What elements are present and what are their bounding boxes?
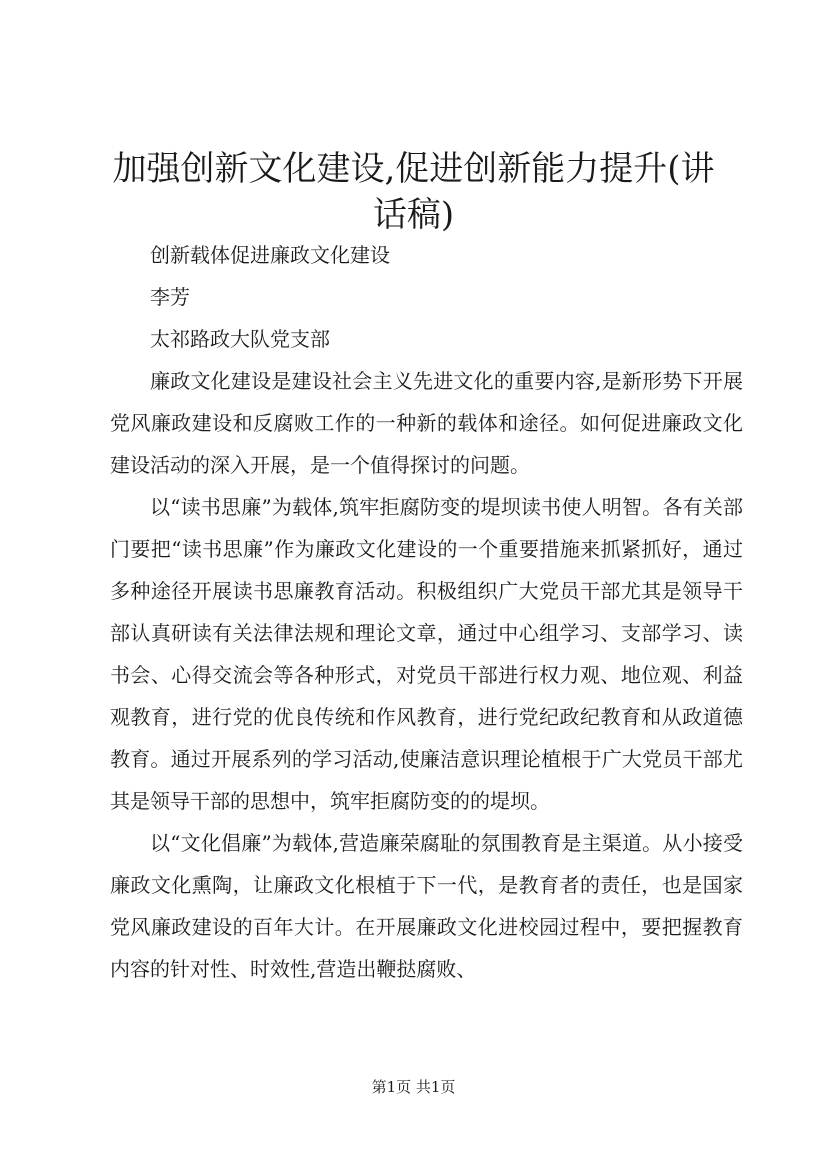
subtitle-paragraph: 创新载体促进廉政文化建设	[150, 243, 390, 267]
author-paragraph: 李芳	[150, 285, 190, 309]
document-body	[110, 234, 743, 990]
document-title: 加强创新文化建设,促进创新能力提升(讲话稿)	[112, 149, 715, 235]
body-paragraph: 以“读书思廉”为载体,筑牢拒腐防变的堤坝读书使人明智。各有关部门要把“读书思廉”作为廉政文化建设的一个重要措施来抓紧抓好，通过多种途径开展读书思廉教育活动。积极组织广大党员干部尤其是领导干部认真研读有关法律法规和理论文章，通过中心组学习、支部学习、读书会、心得交流会等各种形式，对党员干部进行权力观、地位观、利益观教育，进行党的优良传统和作风教育，进行党纪政纪教育和从政道德教育。通过开展系列的学习活动,使廉洁意识理论植根于广大党员干部尤其是领导干部的思想中，筑牢拒腐防变的的堤坝。	[110, 495, 743, 813]
organization-paragraph: 太祁路政大队党支部	[150, 327, 330, 351]
body-paragraph: 廉政文化建设是建设社会主义先进文化的重要内容,是新形势下开展党风廉政建设和反腐败工作的一种新的载体和途径。如何促进廉政文化建设活动的深入开展，是一个值得探讨的问题。	[110, 369, 743, 477]
body-paragraph: 以“文化倡廉”为载体,营造廉荣腐耻的氛围教育是主渠道。从小接受廉政文化熏陶，让廉政文化根植于下一代，是教育者的责任，也是国家党风廉政建设的百年大计。在开展廉政文化进校园过程中，要把握教育内容的针对性、时效性,营造出鞭挞腐败、	[110, 831, 743, 981]
page-footer: 第1页 共1页	[371, 1078, 456, 1096]
